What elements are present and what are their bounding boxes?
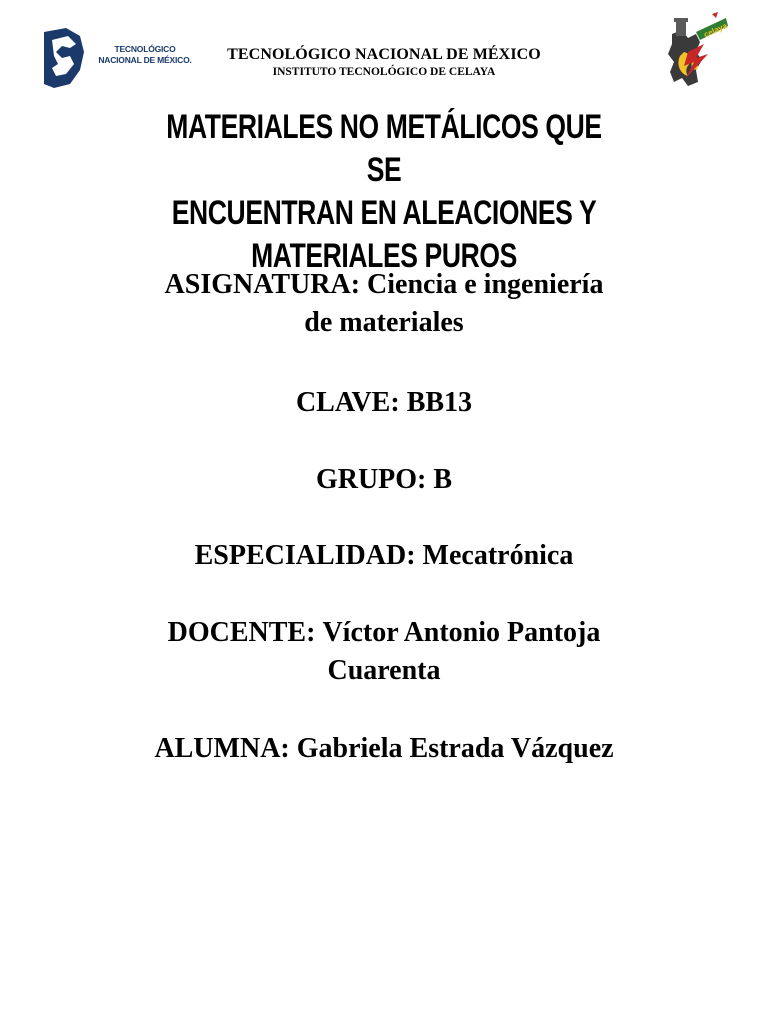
tecnm-wordmark-line1: TECNOLÓGICO <box>114 44 176 54</box>
header <box>0 0 768 110</box>
celaya-logo-text: celaya <box>702 21 729 40</box>
student-label: ALUMNA: <box>154 733 290 764</box>
group-value: B <box>433 464 453 495</box>
institute-name: INSTITUTO TECNOLÓGICO DE CELAYA <box>272 66 496 78</box>
group-block <box>84 461 684 499</box>
subject-value-line2: de materiales <box>304 307 464 338</box>
student-block <box>84 730 684 768</box>
group-label: GRUPO: <box>315 464 427 495</box>
celaya-logo <box>666 12 732 94</box>
specialty-label: ESPECIALIDAD: <box>194 540 416 571</box>
tecnm-wordmark <box>90 44 200 66</box>
teacher-value-line1: Víctor Antonio Pantoja <box>322 617 601 648</box>
student-value: Gabriela Estrada Vázquez <box>296 733 614 764</box>
teacher-value-line2: Cuarenta <box>327 655 441 686</box>
teacher-label: DOCENTE: <box>167 617 316 648</box>
specialty-block <box>84 537 684 575</box>
document-title <box>150 106 618 278</box>
institution-name: TECNOLÓGICO NACIONAL DE MÉXICO <box>227 46 541 63</box>
tecnm-logo <box>40 26 200 90</box>
course-code-block <box>84 384 684 422</box>
specialty-value: Mecatrónica <box>422 540 574 571</box>
institution-heading <box>200 46 568 79</box>
title-line-1: MATERIALES NO METÁLICOS QUE SE <box>166 108 602 189</box>
subject-value-line1: Ciencia e ingeniería <box>367 269 604 300</box>
subject-block <box>84 266 684 342</box>
tecnm-wordmark-line2: NACIONAL DE MÉXICO. <box>98 55 192 65</box>
title-line-3: MATERIALES PUROS <box>251 237 517 275</box>
teacher-block <box>84 614 684 690</box>
course-code-value: BB13 <box>406 387 473 418</box>
celaya-emblem-icon <box>666 12 732 94</box>
subject-label: ASIGNATURA: <box>164 269 361 300</box>
title-line-2: ENCUENTRAN EN ALEACIONES Y <box>171 194 597 232</box>
course-code-label: CLAVE: <box>295 387 400 418</box>
